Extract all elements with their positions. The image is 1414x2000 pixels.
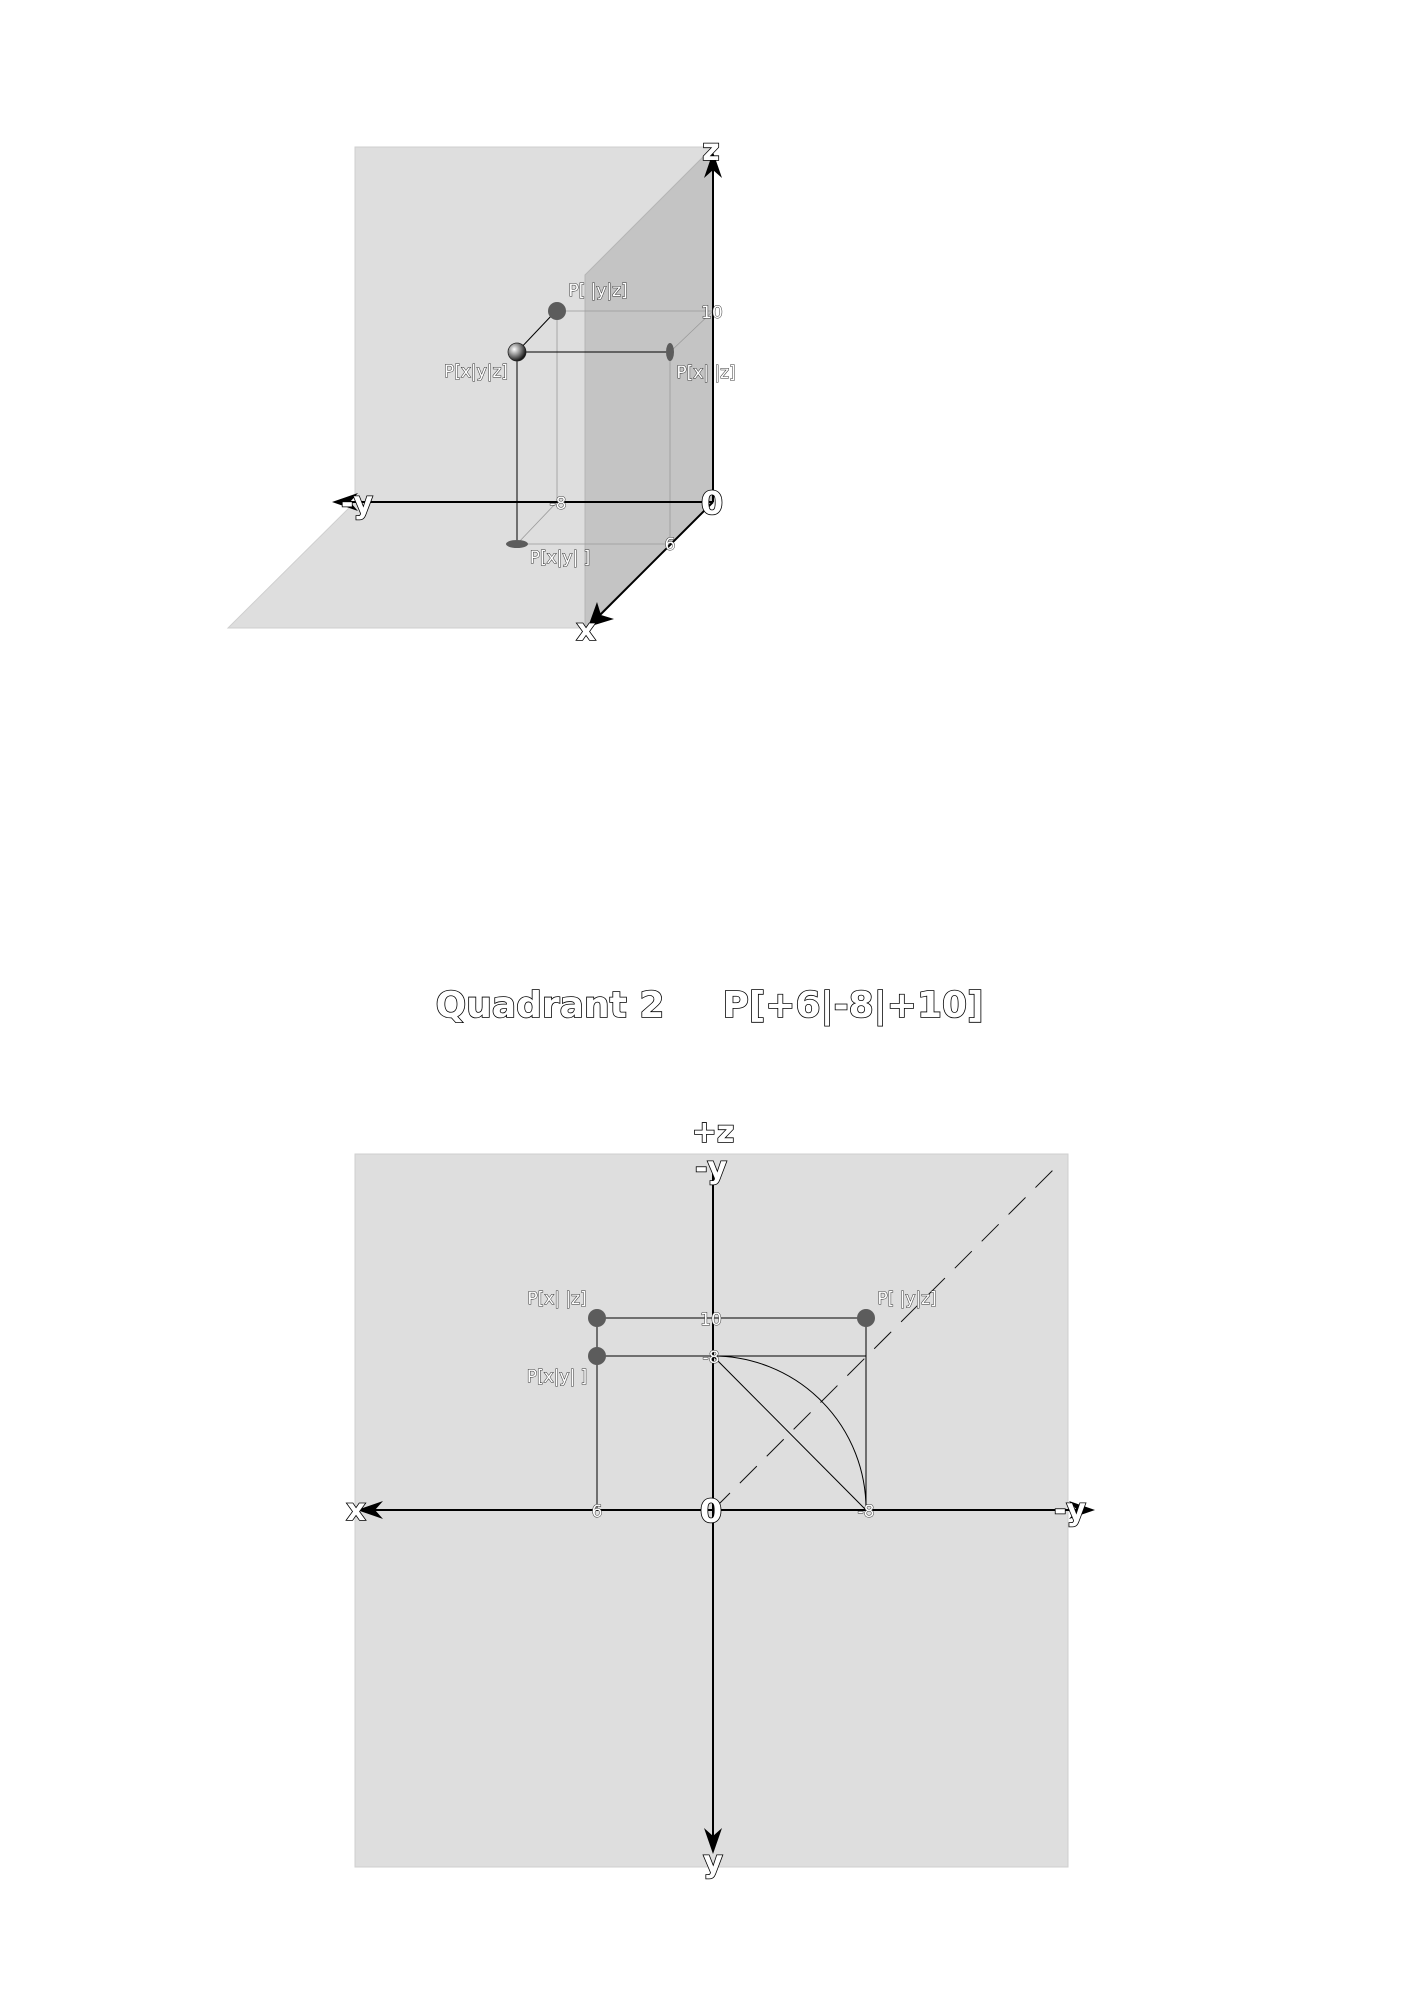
origin-label: 0	[700, 484, 724, 522]
point-yz-2d	[857, 1309, 875, 1327]
tick-z-10: 10	[701, 303, 723, 323]
tick-x-6: 6	[664, 535, 676, 555]
pos-z-axis-label: +z	[691, 1115, 735, 1150]
label-p-xy-2d: P[x|y| ]	[526, 1367, 588, 1387]
origin-label-2d: 0	[699, 1492, 723, 1530]
point-xy	[506, 540, 528, 548]
label-p-xz: P[x| |z]	[676, 363, 736, 383]
point-title: P[+6|-8|+10]	[722, 985, 984, 1026]
point-yz	[548, 302, 566, 320]
neg-y-axis-label-right: -y	[1053, 1493, 1087, 1528]
point-xz	[666, 343, 674, 361]
tick-y-neg8-vertical: -8	[702, 1348, 720, 1368]
tick-y-neg8-horizontal: -8	[857, 1502, 875, 1522]
label-p-yz: P[ |y|z]	[568, 281, 628, 301]
neg-y-axis-label: -y	[340, 486, 374, 521]
x-axis-label-2d: x	[346, 1493, 366, 1528]
neg-y-axis-label-top: -y	[694, 1151, 728, 1186]
point-xy-2d	[588, 1347, 606, 1365]
tick-y-neg8: -8	[549, 494, 567, 514]
point-xz-2d	[588, 1309, 606, 1327]
y-axis-label-bottom: y	[703, 1845, 723, 1880]
label-p-xz-2d: P[x| |z]	[527, 1289, 587, 1309]
tick-z-10-2d: 10	[700, 1310, 722, 1330]
label-p-xyz: P[x|y|z]	[443, 362, 509, 382]
label-p-yz-2d: P[ |y|z]	[877, 1289, 937, 1309]
tick-x-6-2d: 6	[591, 1502, 603, 1522]
point-xyz	[508, 343, 526, 361]
label-p-xy: P[x|y| ]	[529, 548, 591, 568]
view-3d	[228, 133, 736, 648]
x-axis-label: x	[576, 613, 596, 648]
quadrant-title: Quadrant 2	[435, 985, 665, 1026]
z-axis-label: z	[702, 133, 720, 168]
view-2d	[346, 1115, 1095, 1880]
